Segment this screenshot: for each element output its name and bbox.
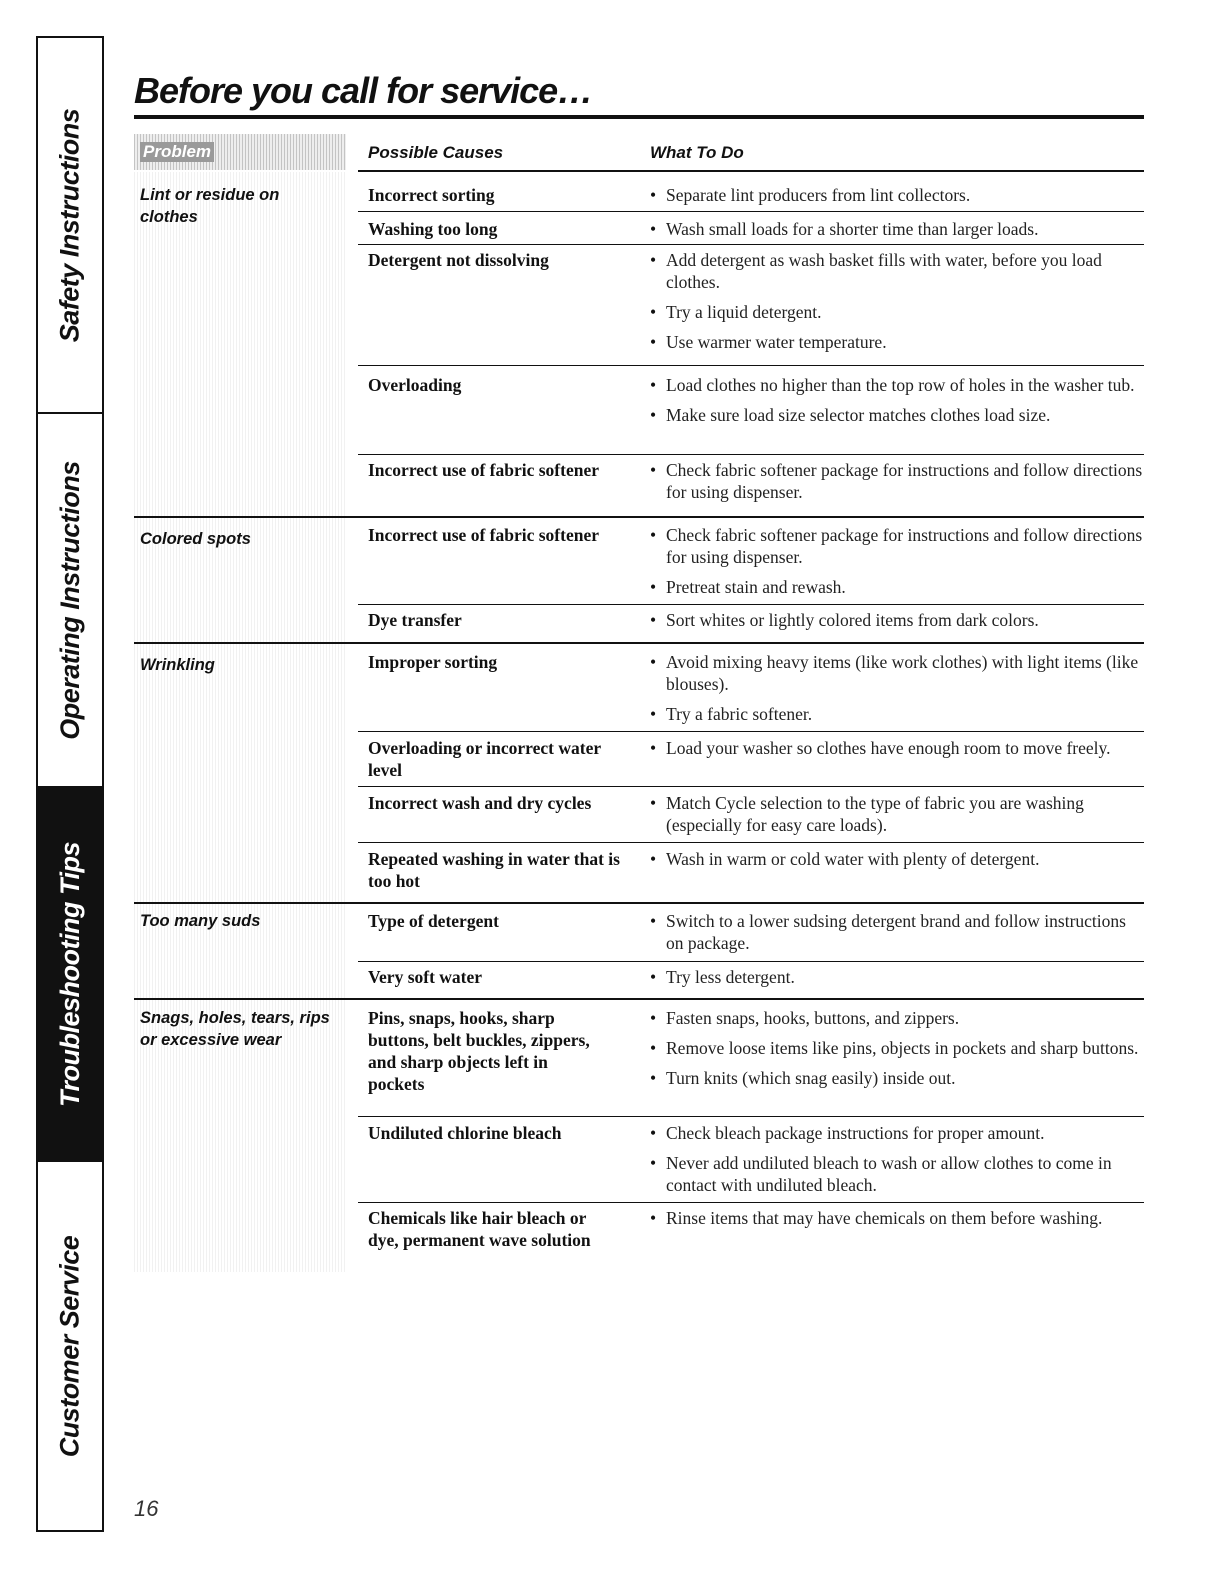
title-rule (134, 115, 1144, 119)
problem-header-label: Problem (140, 142, 214, 162)
cause-text: Chemicals like hair bleach or dye, permanent wave solution (368, 1208, 591, 1250)
todo-item: • Add detergent as wash basket fills with water, before you load clothes. (650, 249, 1144, 293)
tab-troubleshooting-tips[interactable] (38, 786, 102, 1160)
todo-list (650, 737, 1144, 767)
todo-list (650, 910, 1144, 962)
page-number: 16 (134, 1496, 159, 1521)
todo-list (650, 459, 1144, 511)
cause-row (358, 1202, 1144, 1250)
problem-group-snags (134, 998, 1144, 1272)
cause-text: Incorrect use of fabric softener (368, 460, 599, 480)
todo-item: • Turn knits (which snag easily) inside out. (650, 1067, 1144, 1089)
cause-text: Washing too long (368, 219, 498, 239)
todo-list (650, 374, 1144, 434)
what-to-do-header: What To Do (650, 143, 744, 162)
todo-item: • Sort whites or lightly colored items from dark colors. (650, 609, 1144, 631)
problem-cell (134, 518, 346, 642)
cause-text: Repeated washing in water that is too hot (368, 849, 620, 891)
todo-item: • Wash in warm or cold water with plenty of detergent. (650, 848, 1144, 870)
possible-causes-header: Possible Causes (368, 143, 504, 162)
cause-text: Dye transfer (368, 610, 462, 630)
todo-item: • Load your washer so clothes have enough room to move freely. (650, 737, 1144, 759)
tab-operating-instructions[interactable] (38, 412, 102, 786)
todo-list (650, 524, 1144, 606)
todo-item: • Make sure load size selector matches clothes load size. (650, 404, 1144, 426)
todo-item: • Try a liquid detergent. (650, 301, 1144, 323)
problem-title: Lint or residue on clothes (140, 186, 280, 226)
cause-text: Incorrect wash and dry cycles (368, 793, 592, 813)
problem-group-colored-spots (134, 516, 1144, 642)
todo-item: • Wash small loads for a shorter time than larger loads. (650, 218, 1144, 240)
cause-text: Undiluted chlorine bleach (368, 1123, 562, 1143)
cause-text: Very soft water (368, 967, 483, 987)
todo-item: • Avoid mixing heavy items (like work clothes) with light items (like blouses). (650, 651, 1144, 695)
problem-group-too-many-suds (134, 902, 1144, 1000)
cause-row (358, 211, 1144, 239)
cause-row (358, 365, 1144, 425)
todo-list (650, 249, 1144, 361)
problem-group-wrinkling (134, 642, 1144, 902)
cause-row (358, 454, 1144, 502)
todo-list (650, 966, 1144, 996)
cause-row (358, 786, 1144, 835)
cause-row (358, 961, 1144, 987)
todo-item: • Fasten snaps, hooks, buttons, and zippers. (650, 1007, 1144, 1029)
todo-list (650, 1007, 1144, 1097)
cause-text: Overloading (368, 375, 462, 395)
tab-label: Safety Instructions (54, 108, 85, 342)
todo-list (650, 848, 1144, 878)
todo-item: • Load clothes no higher than the top row of holes in the washer tub. (650, 374, 1144, 396)
todo-item: • Check fabric softener package for instructions and follow directions for using dispenser. (650, 459, 1144, 503)
cause-text: Type of detergent (368, 911, 499, 931)
problem-group-lint (134, 172, 1144, 516)
cause-text: Incorrect sorting (368, 185, 495, 205)
todo-list (650, 184, 1144, 214)
problem-title: Too many suds (140, 912, 261, 930)
todo-list (650, 609, 1144, 639)
problem-cell (134, 904, 346, 1000)
problem-title: Wrinkling (140, 656, 215, 674)
side-tabs (36, 36, 104, 1532)
cause-row (358, 1116, 1144, 1195)
cause-text: Overloading or incorrect water level (368, 738, 601, 780)
todo-item: • Try less detergent. (650, 966, 1144, 988)
todo-item: • Pretreat stain and rewash. (650, 576, 1144, 598)
cause-text: Pins, snaps, hooks, sharp buttons, belt buckles, zippers, and sharp objects left in pockets (368, 1008, 590, 1094)
tab-safety-instructions[interactable] (38, 38, 102, 412)
tab-label: Customer Service (54, 1235, 85, 1457)
cause-row (358, 731, 1144, 780)
cause-text: Improper sorting (368, 652, 498, 672)
tab-label: Troubleshooting Tips (54, 841, 85, 1107)
todo-item: • Never add undiluted bleach to wash or allow clothes to come in contact with undiluted bleach. (650, 1152, 1144, 1196)
todo-item: • Check bleach package instructions for proper amount. (650, 1122, 1144, 1144)
todo-item: • Switch to a lower sudsing detergent brand and follow instructions on package. (650, 910, 1144, 954)
cause-text: Incorrect use of fabric softener (368, 525, 599, 545)
problem-cell (134, 644, 346, 902)
problem-title: Colored spots (140, 530, 251, 548)
cause-row (358, 842, 1144, 891)
problem-cell (134, 172, 346, 516)
todo-item: • Check fabric softener package for instructions and follow directions for using dispenser. (650, 524, 1144, 568)
problem-title: Snags, holes, tears, rips or excessive wear (140, 1009, 330, 1049)
cause-text: Detergent not dissolving (368, 250, 549, 270)
cause-row (358, 604, 1144, 630)
todo-item: • Remove loose items like pins, objects in pockets and sharp buttons. (650, 1037, 1144, 1059)
todo-item: • Try a fabric softener. (650, 703, 1144, 725)
todo-list (650, 1207, 1144, 1237)
cause-row (358, 244, 1144, 352)
todo-list (650, 651, 1144, 733)
todo-list (650, 792, 1144, 844)
todo-item: • Match Cycle selection to the type of fabric you are washing (especially for easy care loads). (650, 792, 1144, 836)
problem-cell (134, 1000, 346, 1272)
problem-column-header (134, 134, 346, 170)
tab-customer-service[interactable] (38, 1160, 102, 1530)
todo-item: • Use warmer water temperature. (650, 331, 1144, 353)
todo-list (650, 1122, 1144, 1204)
page-title: Before you call for service… (134, 70, 593, 111)
todo-item: • Separate lint producers from lint collectors. (650, 184, 1144, 206)
todo-item: • Rinse items that may have chemicals on them before washing. (650, 1207, 1144, 1229)
tab-label: Operating Instructions (54, 460, 85, 740)
